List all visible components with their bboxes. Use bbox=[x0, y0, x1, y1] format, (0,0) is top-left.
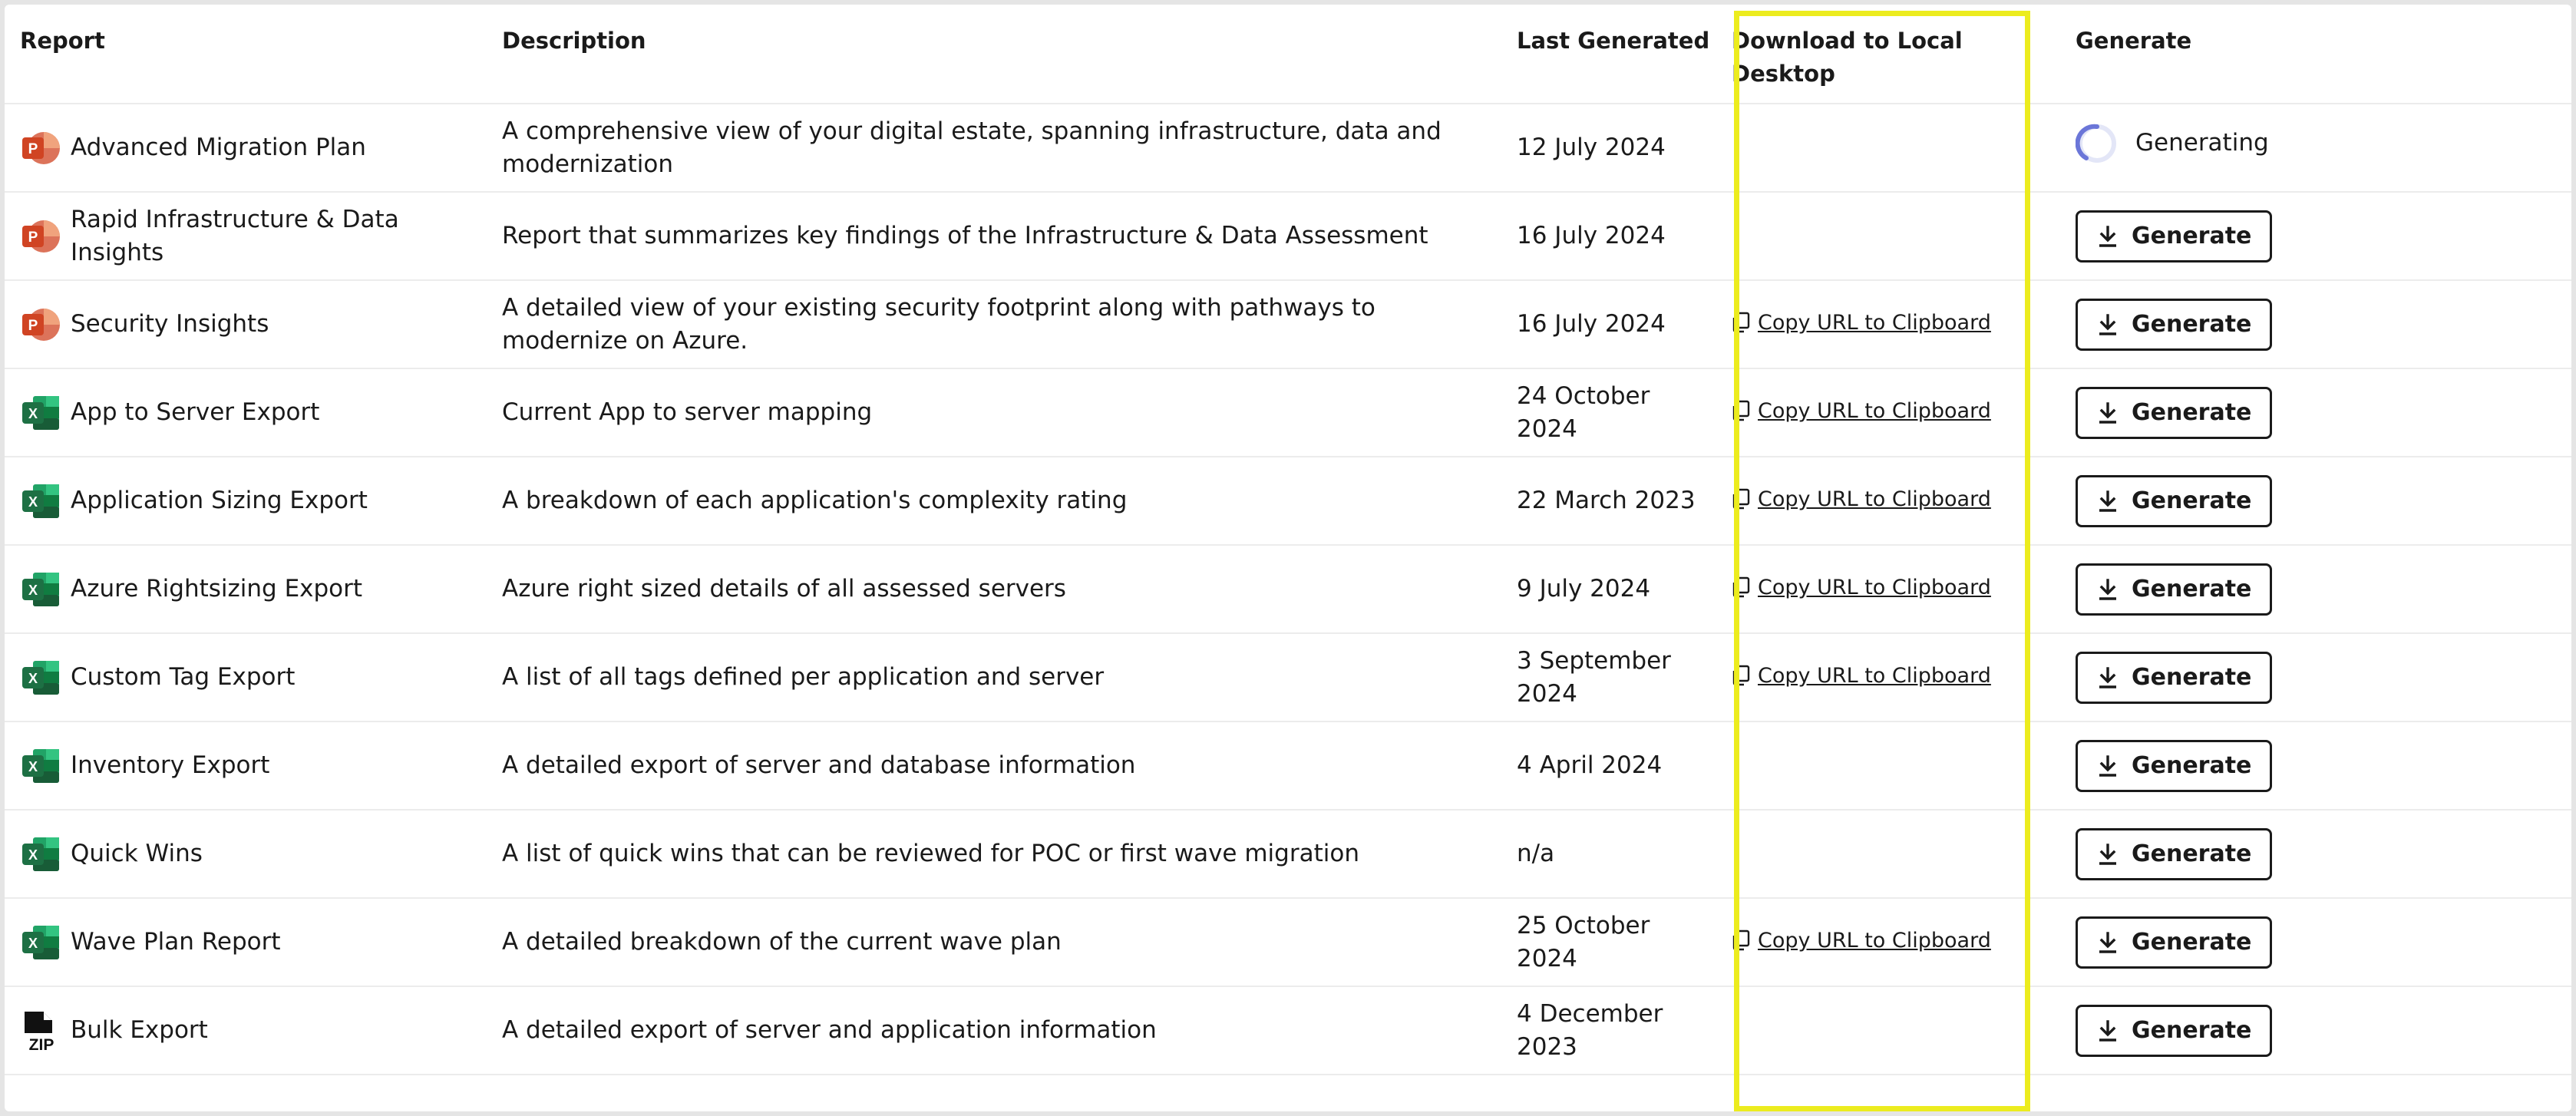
generate-button[interactable] bbox=[2076, 387, 2272, 439]
svg-text:X: X bbox=[28, 494, 38, 510]
generate-cell bbox=[2031, 210, 2571, 262]
generate-button[interactable] bbox=[2076, 475, 2272, 527]
generate-label: Generate bbox=[2132, 840, 2252, 867]
copy-url-link[interactable] bbox=[1732, 395, 1991, 428]
excel-icon bbox=[20, 834, 61, 875]
excel-icon bbox=[20, 569, 61, 610]
copy-url-label: Copy URL to Clipboard bbox=[1758, 398, 1991, 423]
copy-url-link[interactable] bbox=[1732, 483, 1991, 516]
report-description: Report that summarizes key findings of the Infrastructure & Data Assessment bbox=[502, 222, 1428, 249]
last-generated-date: 3 September 2024 bbox=[1517, 646, 1671, 708]
report-name: Inventory Export bbox=[71, 751, 270, 779]
svg-text:X: X bbox=[28, 405, 38, 421]
generate-cell bbox=[2031, 387, 2571, 439]
header-last-generated: Last Generated bbox=[1517, 28, 1710, 54]
copy-url-label: Copy URL to Clipboard bbox=[1758, 663, 1991, 688]
last-generated-date: 22 March 2023 bbox=[1517, 487, 1696, 514]
download-icon bbox=[2098, 754, 2118, 778]
copy-url-link[interactable] bbox=[1732, 571, 1991, 604]
copy-url-label: Copy URL to Clipboard bbox=[1758, 928, 1991, 953]
generate-cell bbox=[2031, 563, 2571, 616]
table-row bbox=[5, 634, 2571, 722]
last-generated-date: 25 October 2024 bbox=[1517, 911, 1650, 972]
report-cell bbox=[5, 657, 487, 698]
generate-label: Generate bbox=[2132, 664, 2252, 691]
download-icon bbox=[2098, 225, 2118, 248]
excel-icon bbox=[20, 745, 61, 787]
copy-icon bbox=[1732, 665, 1750, 686]
report-description: A list of all tags defined per application and server bbox=[502, 663, 1105, 691]
report-name: Bulk Export bbox=[71, 1016, 208, 1044]
spinner-icon bbox=[2076, 122, 2119, 165]
table-row bbox=[5, 722, 2571, 811]
report-cell bbox=[5, 834, 487, 875]
zip-icon bbox=[20, 1010, 61, 1052]
report-cell bbox=[5, 203, 487, 269]
generate-cell bbox=[2031, 122, 2571, 174]
generate-button[interactable] bbox=[2076, 740, 2272, 792]
table-row bbox=[5, 811, 2571, 899]
download-icon bbox=[2098, 313, 2118, 336]
download-icon bbox=[2098, 401, 2118, 424]
powerpoint-icon bbox=[20, 304, 61, 345]
svg-text:ZIP: ZIP bbox=[28, 1035, 54, 1052]
generate-button[interactable] bbox=[2076, 916, 2272, 969]
excel-icon bbox=[20, 392, 61, 434]
report-cell bbox=[5, 304, 487, 345]
generate-label: Generate bbox=[2132, 752, 2252, 779]
powerpoint-icon bbox=[20, 127, 61, 169]
svg-text:X: X bbox=[28, 847, 38, 863]
report-name: Advanced Migration Plan bbox=[71, 134, 366, 161]
generate-button[interactable] bbox=[2076, 563, 2272, 616]
report-name: Wave Plan Report bbox=[71, 928, 281, 956]
generate-cell bbox=[2031, 475, 2571, 527]
generate-cell bbox=[2031, 1005, 2571, 1057]
excel-icon bbox=[20, 922, 61, 963]
last-generated-date: 16 July 2024 bbox=[1517, 222, 1666, 249]
generate-button[interactable] bbox=[2076, 1005, 2272, 1057]
copy-url-label: Copy URL to Clipboard bbox=[1758, 575, 1991, 599]
report-cell bbox=[5, 922, 487, 963]
svg-text:X: X bbox=[28, 935, 38, 951]
download-icon bbox=[2098, 1019, 2118, 1042]
last-generated-date: 4 April 2024 bbox=[1517, 751, 1663, 779]
generate-label: Generate bbox=[2132, 576, 2252, 603]
report-cell bbox=[5, 569, 487, 610]
download-cell bbox=[1716, 395, 2031, 431]
generate-cell bbox=[2031, 652, 2571, 704]
last-generated-date: 16 July 2024 bbox=[1517, 310, 1666, 338]
report-name: App to Server Export bbox=[71, 398, 320, 426]
last-generated-date: n/a bbox=[1517, 840, 1555, 867]
copy-icon bbox=[1732, 488, 1750, 510]
svg-text:P: P bbox=[28, 140, 38, 157]
report-name: Custom Tag Export bbox=[71, 663, 296, 691]
download-cell bbox=[1716, 571, 2031, 608]
svg-text:X: X bbox=[28, 758, 38, 774]
report-description: A comprehensive view of your digital estate, spanning infrastructure, data and modernization bbox=[502, 117, 1442, 178]
svg-text:P: P bbox=[28, 229, 38, 246]
generate-cell bbox=[2031, 740, 2571, 792]
report-cell bbox=[5, 1010, 487, 1052]
report-cell bbox=[5, 392, 487, 434]
table-row bbox=[5, 369, 2571, 457]
generate-cell bbox=[2031, 916, 2571, 969]
generate-label: Generate bbox=[2132, 929, 2252, 956]
report-name: Quick Wins bbox=[71, 840, 203, 867]
excel-icon bbox=[20, 657, 61, 698]
report-name: Security Insights bbox=[71, 310, 269, 338]
svg-text:X: X bbox=[28, 582, 38, 598]
last-generated-date: 24 October 2024 bbox=[1517, 381, 1650, 443]
copy-url-link[interactable] bbox=[1732, 659, 1991, 692]
table-body bbox=[5, 104, 2571, 1075]
copy-icon bbox=[1732, 312, 1750, 333]
report-description: A breakdown of each application's complexity rating bbox=[502, 487, 1128, 514]
generating-label: Generating bbox=[2135, 129, 2269, 157]
generate-cell bbox=[2031, 299, 2571, 351]
generate-label: Generate bbox=[2132, 399, 2252, 426]
report-cell bbox=[5, 745, 487, 787]
last-generated-date: 4 December 2023 bbox=[1517, 999, 1663, 1061]
report-description: Current App to server mapping bbox=[502, 398, 873, 426]
report-name: Rapid Infrastructure & Data Insights bbox=[71, 205, 399, 266]
report-description: A detailed breakdown of the current wave plan bbox=[502, 928, 1062, 956]
header-report: Report bbox=[20, 28, 105, 54]
table-row bbox=[5, 104, 2571, 193]
generate-button[interactable] bbox=[2076, 652, 2272, 704]
last-generated-date: 12 July 2024 bbox=[1517, 134, 1666, 161]
generate-button[interactable] bbox=[2076, 210, 2272, 262]
download-icon bbox=[2098, 666, 2118, 689]
table-row bbox=[5, 281, 2571, 369]
svg-text:P: P bbox=[28, 317, 38, 334]
table-row bbox=[5, 457, 2571, 546]
table-row bbox=[5, 546, 2571, 634]
report-description: A detailed export of server and database information bbox=[502, 751, 1136, 779]
table-row bbox=[5, 193, 2571, 281]
download-icon bbox=[2098, 490, 2118, 513]
download-cell bbox=[1716, 659, 2031, 696]
report-description: Azure right sized details of all assessed servers bbox=[502, 575, 1066, 603]
download-icon bbox=[2098, 843, 2118, 866]
table-row bbox=[5, 987, 2571, 1075]
generate-label: Generate bbox=[2132, 223, 2252, 249]
table-header bbox=[5, 5, 2571, 104]
generate-cell bbox=[2031, 828, 2571, 880]
copy-url-label: Copy URL to Clipboard bbox=[1758, 487, 1991, 511]
reports-card bbox=[5, 5, 2571, 1111]
report-description: A detailed view of your existing security footprint along with pathways to modernize on Azure. bbox=[502, 293, 1376, 355]
svg-text:X: X bbox=[28, 670, 38, 686]
report-cell bbox=[5, 480, 487, 522]
header-description: Description bbox=[502, 28, 646, 54]
download-cell bbox=[1716, 924, 2031, 961]
download-cell bbox=[1716, 483, 2031, 520]
generate-button[interactable] bbox=[2076, 299, 2272, 351]
report-description: A detailed export of server and application information bbox=[502, 1016, 1157, 1044]
copy-icon bbox=[1732, 929, 1750, 951]
last-generated-date: 9 July 2024 bbox=[1517, 575, 1651, 603]
powerpoint-icon bbox=[20, 216, 61, 257]
copy-url-link[interactable] bbox=[1732, 924, 1991, 957]
header-generate: Generate bbox=[2076, 28, 2192, 54]
generate-label: Generate bbox=[2132, 1017, 2252, 1044]
report-cell bbox=[5, 127, 487, 169]
copy-icon bbox=[1732, 576, 1750, 598]
excel-icon bbox=[20, 480, 61, 522]
report-name: Azure Rightsizing Export bbox=[71, 575, 363, 603]
download-icon bbox=[2098, 931, 2118, 954]
copy-url-label: Copy URL to Clipboard bbox=[1758, 310, 1991, 335]
generate-label: Generate bbox=[2132, 311, 2252, 338]
copy-url-link[interactable] bbox=[1732, 306, 1991, 339]
header-download: Download to Local Desktop bbox=[1732, 28, 1963, 87]
table-row bbox=[5, 899, 2571, 987]
generate-button[interactable] bbox=[2076, 828, 2272, 880]
download-cell bbox=[1716, 306, 2031, 343]
report-description: A list of quick wins that can be reviewed for POC or first wave migration bbox=[502, 840, 1359, 867]
report-name: Application Sizing Export bbox=[71, 487, 368, 514]
copy-icon bbox=[1732, 400, 1750, 421]
download-icon bbox=[2098, 578, 2118, 601]
generate-label: Generate bbox=[2132, 487, 2252, 514]
generating-status bbox=[2076, 122, 2269, 165]
reports-table bbox=[5, 5, 2571, 1075]
